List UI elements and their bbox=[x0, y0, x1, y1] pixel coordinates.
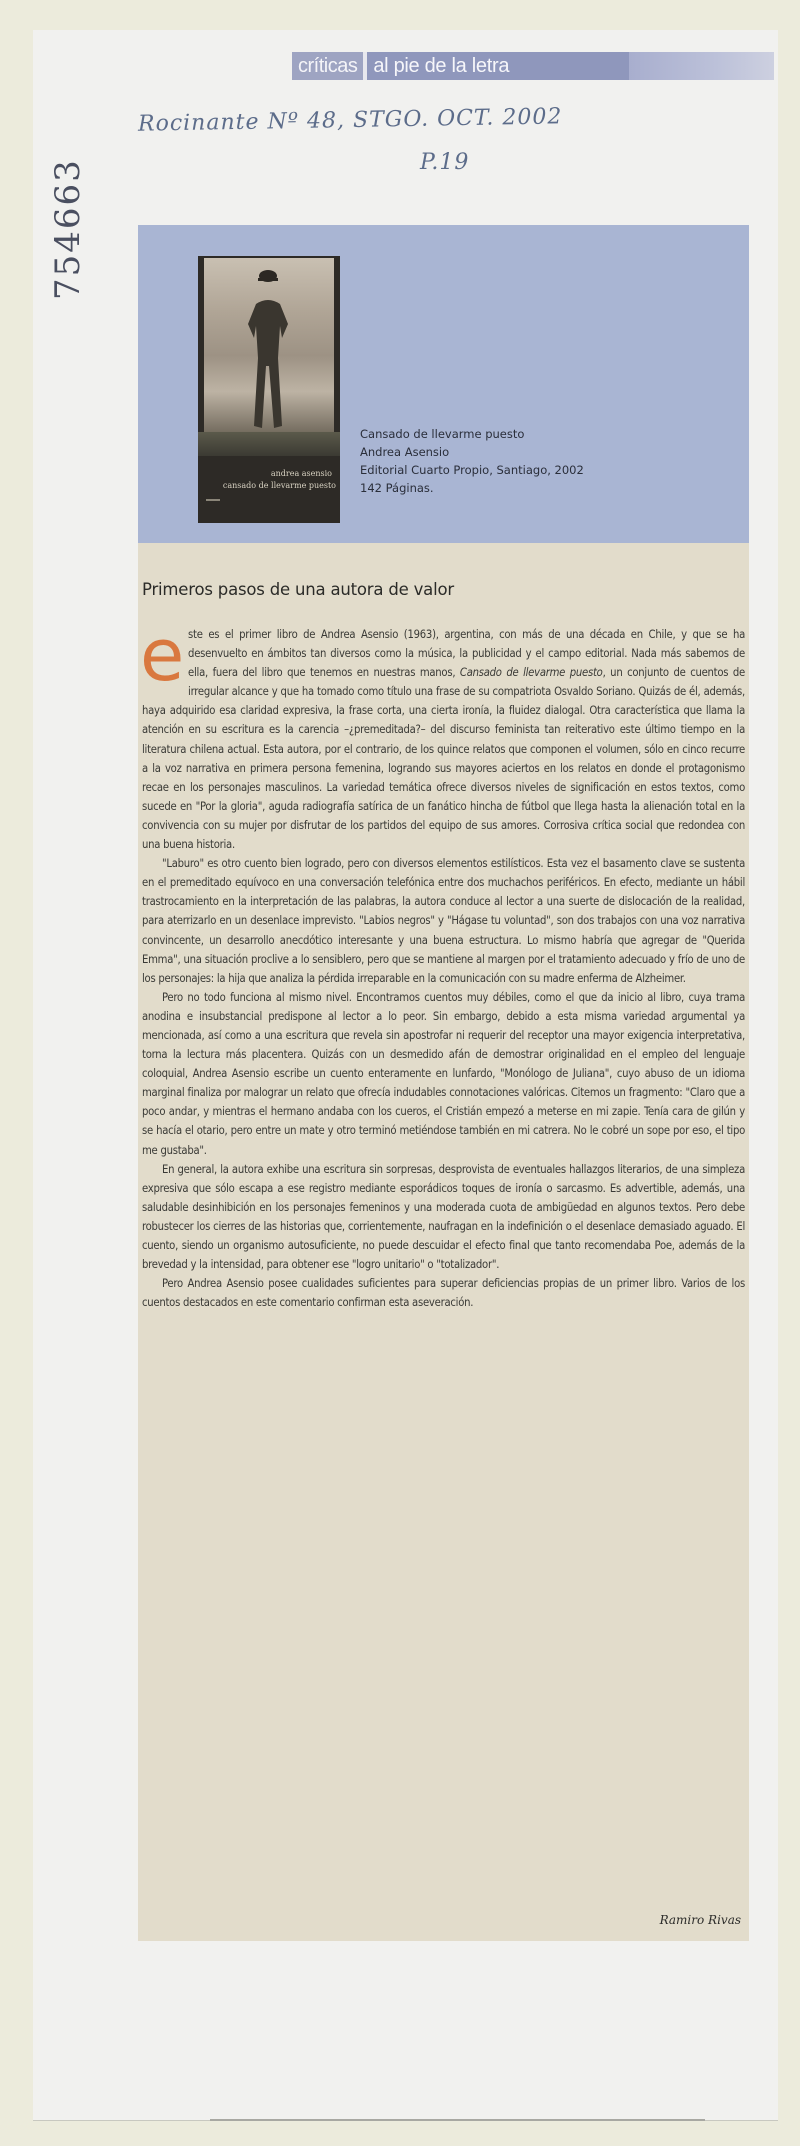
cover-standing-man-figure bbox=[236, 266, 300, 436]
drop-cap: e bbox=[140, 613, 185, 697]
book-title: Cansado de llevarme puesto bbox=[360, 427, 525, 441]
cover-title-text: cansado de llevarme puesto bbox=[222, 481, 336, 490]
article-title: Primeros pasos de una autora de valor bbox=[142, 580, 454, 599]
review-article bbox=[138, 543, 749, 1941]
figure-body bbox=[248, 300, 288, 428]
paragraph-rest: , un conjunto de cuentos de irregular alcance y que ha tomado como título una frase de su compatriota Osvaldo Soriano. Quizás de él, además, haya adquirido esa claridad expresiva, la frase corta, una cierta ironía, la fluidez dialogal. Otra característica que llama la atención en su escritura es la carencia –¿premeditada?– del discurso feminista tan reiterativo este último tiempo en la literatura chilena actual. Esta autora, por el contrario, de los quince relatos que componen el volumen, sólo en cinco recurre a la voz narrativa en primera persona femenina, logrando sus mayores aciertos en los relatos en donde el protagonismo recae en los personajes masculinos. La variedad temática ofrece diversos niveles de significación en estos textos, como sucede en "Por la gloria", aguda radiografía satírica de un fanático hincha de fútbol que llega hasta la alienación total en la convivencia con su mujer por disfrutar de los partidos del equipo de sus amores. Corrosiva crítica social que redondea con una buena historia. bbox=[142, 666, 746, 852]
article-paragraph: En general, la autora exhibe una escritura sin sorpresas, desprovista de eventuales hallazgos literarios, de una simpleza expresiva que sólo escapa a ese registro mediante esporádicos toques de ironía o sarcasmo. Es advertible, además, una saludable desinhibición en los personajes femeninos y una moderada cuota de ambigüedad en algunos textos. Pero debe robustecer los cierres de las historias que, corrientemente, naufragan en la indefinición o el desenlace demasiado aguado. El cuento, siendo un organismo autosuficiente, no puede descuidar el efecto final que tanto recomendaba Poe, además de la brevedad y la intensidad, para obtener ese "logro unitario" o "totalizador". bbox=[142, 1162, 745, 1272]
article-paragraph: Pero no todo funciona al mismo nivel. Encontramos cuentos muy débiles, como el que da inicio al libro, cuya trama anodina e insubstancial predispone al lector a lo peor. Sin embargo, debido a esta misma variedad argumental ya mencionada, así como a una escritura que revela sin apostrofar ni requerir del receptor una mayor exigencia interpretativa, torna la lectura más placentera. Quizás con un desmedido afán de demostrar originalidad en el empleo del lenguaje coloquial, Andrea Asensio escribe un cuento enteramente en lunfardo, "Monólogo de Juliana", cuyo abuso de un idioma marginal finaliza por malograr un relato que ofrecía indudables connotaciones valóricas. Citemos un fragmento: "Claro que a poco andar, y mientras el hermano andaba con los cueros, el Cristián empezó a meterse en mi zapie. Tenía cara de gilún y se hacía el otario, pero entre un mate y otro terminó metiéndose también en mi catrera. No le cobré un sope por eso, el tipo me gustaba". bbox=[142, 990, 745, 1157]
column-title: al pie de la letra bbox=[367, 52, 629, 80]
handwritten-catalog-code: 754663 bbox=[48, 158, 88, 300]
article-body bbox=[140, 613, 746, 1312]
handwritten-source-note: Rocinante Nº 48, STGO. OCT. 2002 bbox=[137, 104, 563, 137]
book-pages: 142 Páginas. bbox=[360, 481, 434, 495]
book-title-italic: Cansado de llevarme puesto bbox=[459, 666, 603, 680]
page-edge-shadow bbox=[210, 2119, 705, 2121]
author-signature: Ramiro Rivas bbox=[659, 1913, 741, 1927]
header-fade-bar bbox=[629, 52, 774, 80]
section-label: críticas bbox=[292, 52, 363, 80]
book-cover-image bbox=[198, 256, 340, 523]
article-paragraph bbox=[140, 613, 746, 854]
paragraph-lead: ste es el primer libro de Andrea Asensio (1963), argentina, con más de una década en Chile, y que se ha desenvuelto en ámbitos tan diversos como la música, la publicidad y el campo editorial. Nada más sabemos de ella, fuera del libro que tenemos en nuestras manos, bbox=[188, 628, 745, 680]
cover-author-text: andrea asensio bbox=[270, 469, 332, 478]
cover-publisher-mark bbox=[206, 499, 220, 501]
cover-ground bbox=[198, 432, 340, 456]
article-paragraph: "Laburo" es otro cuento bien logrado, pero con diversos elementos estilísticos. Esta vez el basamento clave se sustenta en el premeditado equívoco en una conversación telefónica entre dos muchachos periféricos. En efecto, mediante un hábil trastrocamiento en la interpretación de las palabras, la autora conduce al lector a una suerte de dislocación de la realidad, para aterrizarlo en un desenlace imprevisto. "Labios negros" y "Hágase tu voluntad", son dos trabajos con una voz narrativa convincente, un desarrollo anecdótico interesante y una buena estructura. Lo mismo habría que agregar de "Querida Emma", una situación proclive a lo sensiblero, pero que se mantiene al margen por el tratamiento adecuado y frío de uno de los personajes: la hija que analiza la pérdida irreparable en la comunicación con su madre enferma de Alzheimer. bbox=[142, 857, 745, 985]
handwritten-page-note: P.19 bbox=[420, 150, 470, 175]
book-publisher: Editorial Cuarto Propio, Santiago, 2002 bbox=[360, 463, 584, 477]
book-info-panel bbox=[138, 225, 749, 543]
book-author: Andrea Asensio bbox=[360, 445, 450, 459]
figure-hat-brim bbox=[258, 278, 278, 281]
book-details bbox=[360, 425, 584, 497]
article-paragraph: Pero Andrea Asensio posee cualidades suficientes para superar deficiencias propias de un primer libro. Varios de los cuentos destacados en este comentario confirman esta aseveración. bbox=[142, 1277, 745, 1310]
section-header bbox=[292, 52, 774, 80]
